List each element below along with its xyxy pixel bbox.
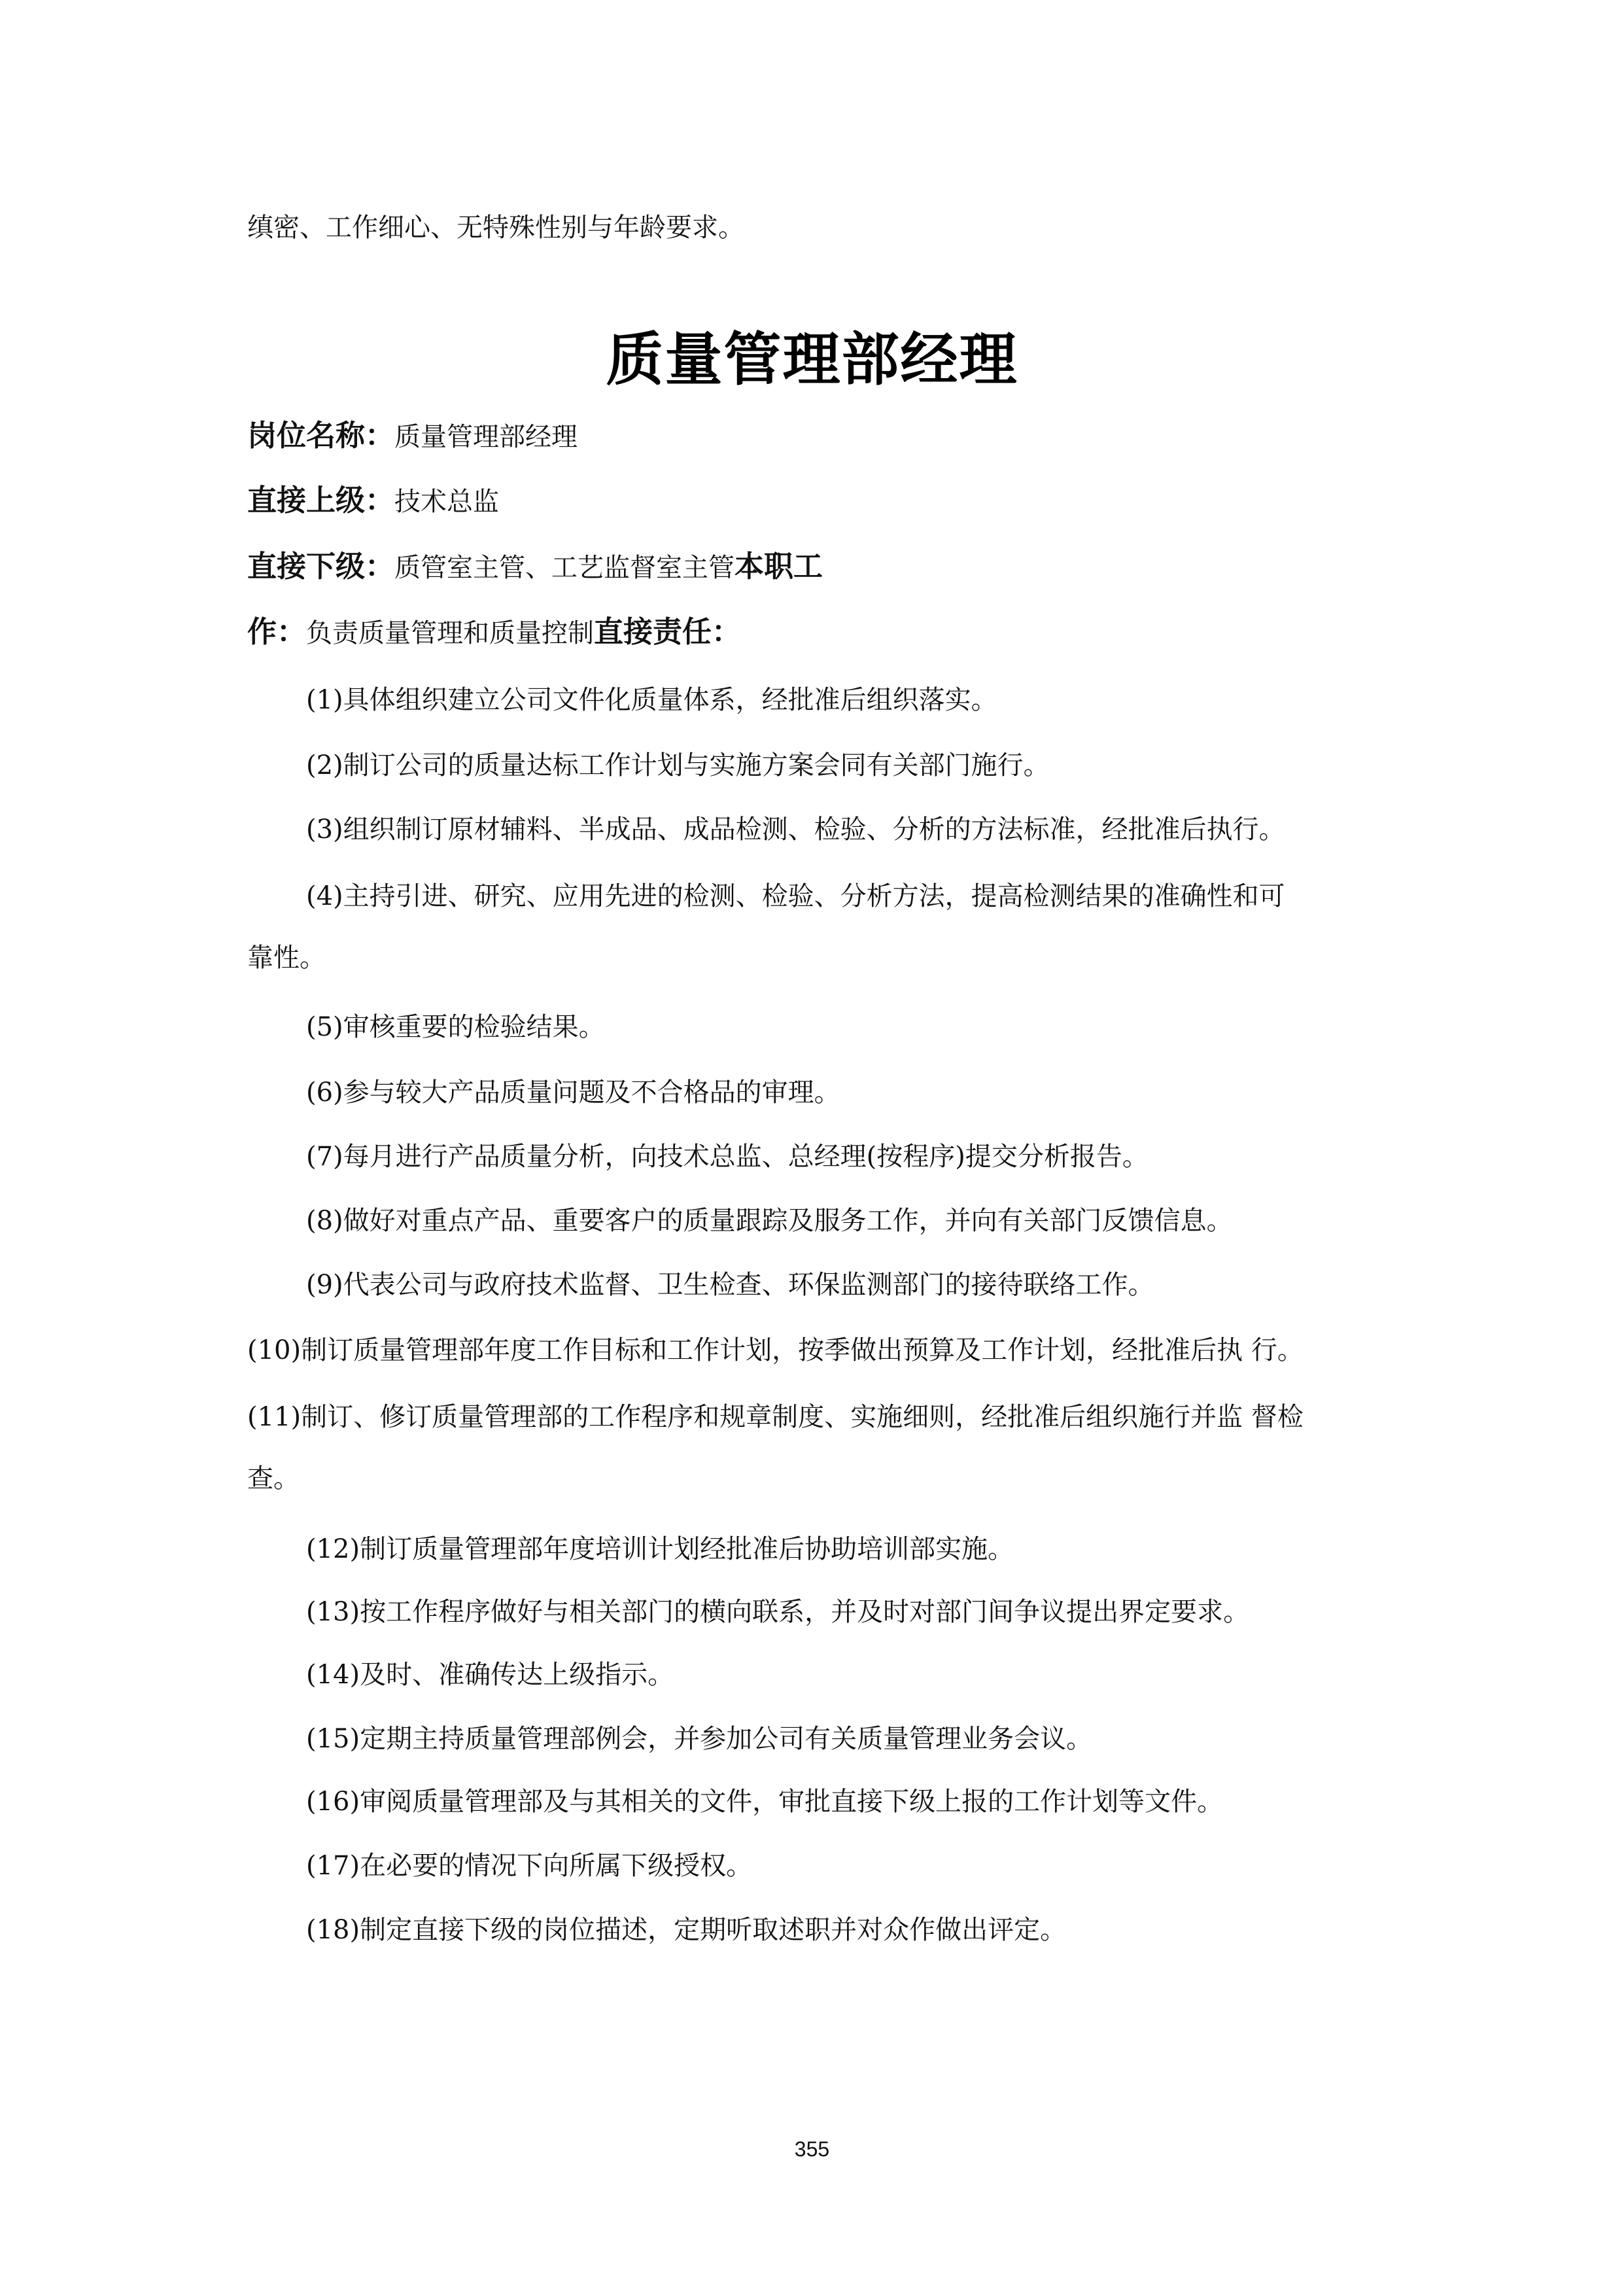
- list-item: (13)按工作程序做好与相关部门的横向联系，并及时对部门间争议提出界定要求。: [306, 1597, 1250, 1627]
- list-item: (2)制订公司的质量达标工作计划与实施方案会同有关部门施行。: [306, 750, 1050, 780]
- list-item-continuation: 靠性。: [247, 943, 326, 973]
- page-title: 质量管理部经理: [606, 326, 1018, 393]
- position-value: 质量管理部经理: [394, 422, 578, 452]
- field-duty: [247, 612, 741, 653]
- position-label: 岗位名称：: [247, 418, 395, 453]
- subordinate-value: 质管室主管、工艺监督室主管: [394, 553, 735, 583]
- responsibility-label: 直接责任：: [594, 614, 742, 649]
- carryover-text: 缜密、工作细心、无特殊性别与年龄要求。: [247, 213, 744, 243]
- list-item: (9)代表公司与政府技术监督、卫生检查、环保监测部门的接待联络工作。: [306, 1270, 1154, 1300]
- list-item: (1)具体组织建立公司文件化质量体系，经批准后组织落实。: [306, 685, 997, 715]
- list-item: (15)定期主持质量管理部例会，并参加公司有关质量管理业务会议。: [306, 1724, 1093, 1754]
- list-item: (16)审阅质量管理部及与其相关的文件，审批直接下级上报的工作计划等文件。: [306, 1787, 1224, 1817]
- list-item: (5)审核重要的检验结果。: [306, 1012, 605, 1042]
- list-item: (4)主持引进、研究、应用先进的检测、检验、分析方法，提高检测结果的准确性和可: [306, 881, 1285, 911]
- list-item: (8)做好对重点产品、重要客户的质量跟踪及服务工作，并向有关部门反馈信息。: [306, 1206, 1233, 1236]
- duty-label-part1: 本职工: [734, 549, 823, 584]
- list-item: (17)在必要的情况下向所属下级授权。: [306, 1851, 753, 1881]
- field-superior: [247, 481, 499, 521]
- list-item: (14)及时、准确传达上级指示。: [306, 1660, 674, 1690]
- duty-value: 负责质量管理和质量控制: [306, 618, 595, 648]
- list-item: (12)制订质量管理部年度培训计划经批准后协助培训部实施。: [306, 1534, 1014, 1564]
- list-item: (7)每月进行产品质量分析，向技术总监、总经理(按程序)提交分析报告。: [306, 1142, 1149, 1172]
- page-number: 355: [794, 2137, 830, 2161]
- list-item-continuation: 查。: [247, 1463, 300, 1494]
- duty-label-part2: 作：: [247, 614, 307, 649]
- superior-label: 直接上级：: [247, 483, 395, 517]
- field-position: [247, 416, 578, 457]
- superior-value: 技术总监: [394, 487, 500, 517]
- field-subordinate: [247, 547, 823, 587]
- list-item: (11)制订、修订质量管理部的工作程序和规章制度、实施细则，经批准后组织施行并监 督检: [247, 1402, 1304, 1432]
- list-item: (3)组织制订原材辅料、半成品、成品检测、检验、分析的方法标准，经批准后执行。: [306, 815, 1285, 845]
- list-item: (18)制定直接下级的岗位描述，定期听取述职并对众作做出评定。: [306, 1915, 1067, 1945]
- list-item: (10)制订质量管理部年度工作目标和工作计划，按季做出预算及工作计划，经批准后执 行。: [247, 1335, 1304, 1365]
- list-item: (6)参与较大产品质量问题及不合格品的审理。: [306, 1077, 840, 1108]
- subordinate-label: 直接下级：: [247, 549, 395, 584]
